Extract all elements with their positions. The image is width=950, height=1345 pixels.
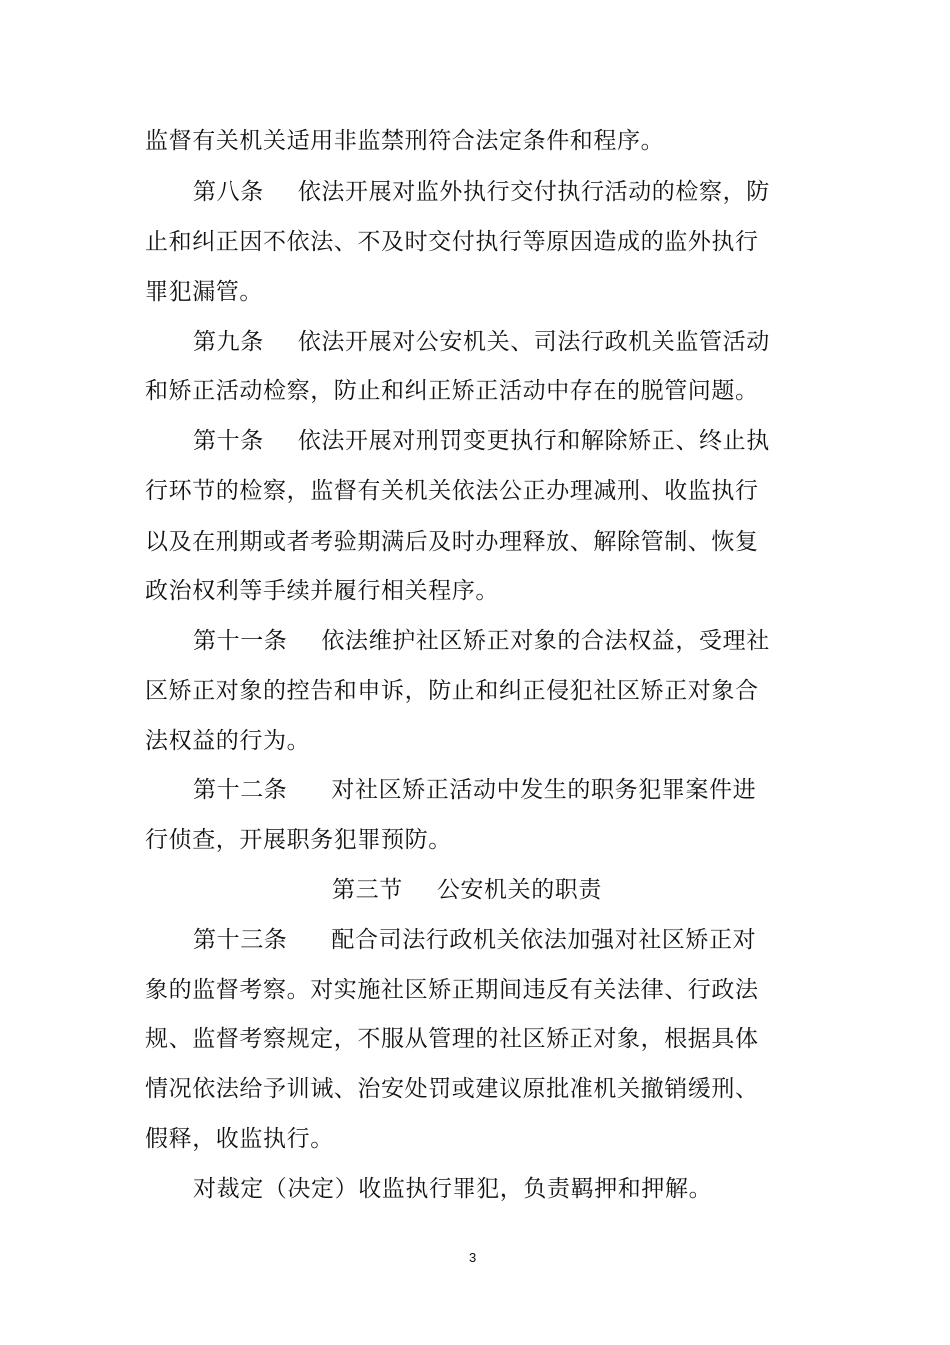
article-9-line [193,327,770,357]
article-10-label: 第十条 [193,428,264,454]
body-line: 假释，收监执行。 [145,1126,334,1152]
body-line: 监督有关机关适用非监禁刑符合法定条件和程序。 [145,128,665,154]
page-number: 3 [469,1250,477,1265]
article-13-label: 第十三条 [193,927,288,953]
article-9-text: 依法开展对公安机关、司法行政机关监管活动 [297,329,770,355]
body-line: 止和纠正因不依法、不及时交付执行等原因造成的监外执行 [145,229,759,255]
body-line: 情况依法给予训诫、治安处罚或建议原批准机关撤销缓刑、 [145,1076,759,1102]
body-line: 和矫正活动检察，防止和纠正矫正活动中存在的脱管问题。 [145,378,759,404]
article-8-label: 第八条 [193,179,264,205]
body-line: 以及在刑期或者考验期满后及时办理释放、解除管制、恢复 [145,529,759,555]
article-10-line [193,426,770,456]
body-line: 区矫正对象的控告和申诉，防止和纠正侵犯社区矫正对象合 [145,678,759,704]
body-line: 罪犯漏管。 [145,279,263,305]
body-line: 对裁定（决定）收监执行罪犯，负责羁押和押解。 [193,1176,713,1202]
article-12-label: 第十二条 [193,777,288,803]
body-line: 象的监督考察。对实施社区矫正期间违反有关法律、行政法 [145,977,759,1003]
section-heading [332,875,602,905]
article-10-text: 依法开展对刑罚变更执行和解除矫正、终止执 [297,428,770,454]
article-13-line [193,925,756,955]
article-11-line [193,626,770,656]
article-11-label: 第十一条 [193,628,288,654]
article-9-label: 第九条 [193,329,264,355]
body-line: 行环节的检察，监督有关机关依法公正办理减刑、收监执行 [145,478,759,504]
body-line: 行侦查，开展职务犯罪预防。 [145,827,452,853]
article-13-text: 配合司法行政机关依法加强对社区矫正对 [331,927,757,953]
body-line: 法权益的行为。 [145,728,311,754]
article-12-text: 对社区矫正活动中发生的职务犯罪案件进 [331,777,757,803]
section-title: 公安机关的职责 [436,877,603,903]
article-11-text: 依法维护社区矫正对象的合法权益，受理社 [321,628,770,654]
article-8-line [193,177,770,207]
body-line: 规、监督考察规定，不服从管理的社区矫正对象，根据具体 [145,1026,759,1052]
body-line: 政治权利等手续并履行相关程序。 [145,578,499,604]
section-label: 第三节 [332,877,403,903]
article-8-text: 依法开展对监外执行交付执行活动的检察，防 [297,179,770,205]
article-12-line [193,775,756,805]
